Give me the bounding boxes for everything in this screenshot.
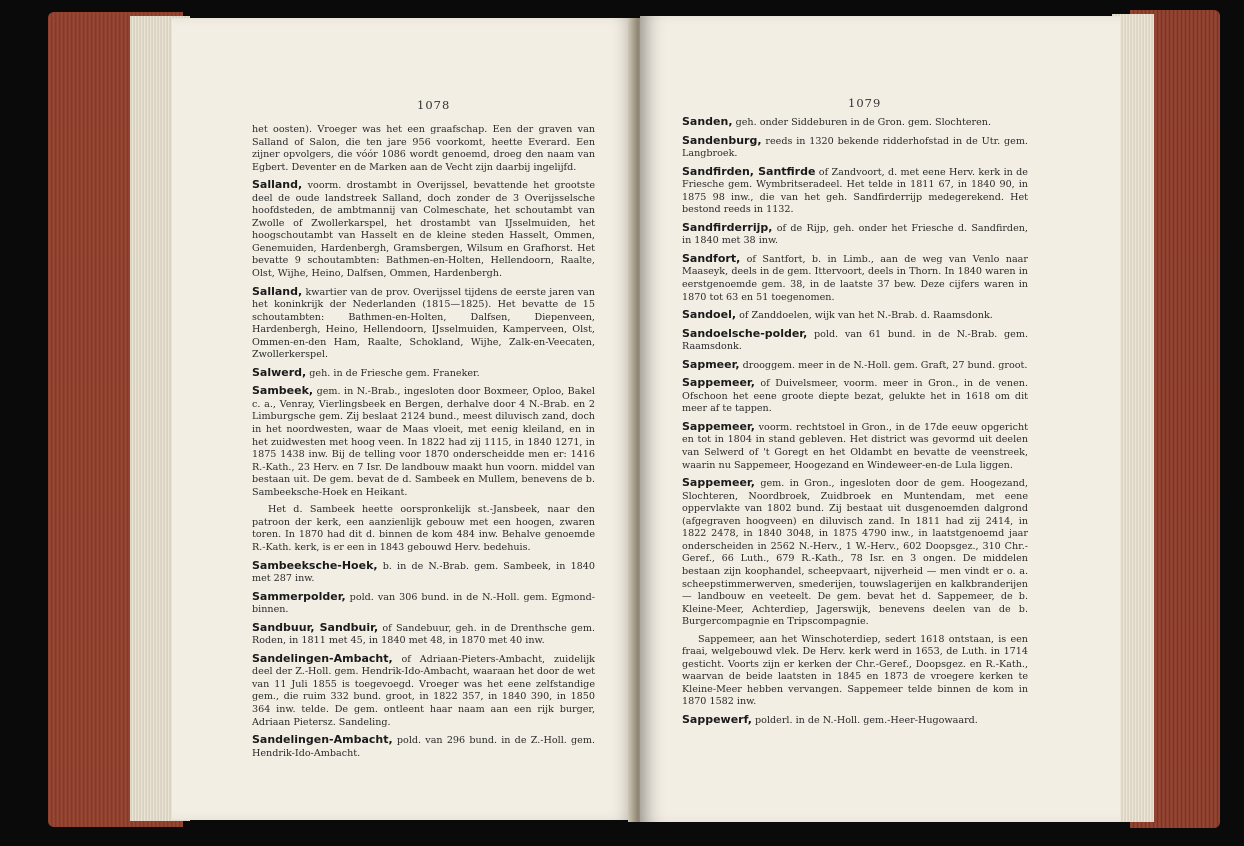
entry-headword: Sandfort, bbox=[682, 251, 741, 265]
dictionary-entry bbox=[252, 653, 595, 729]
entry-headword: Sappewerf, bbox=[682, 712, 752, 726]
left-text-column bbox=[252, 124, 595, 765]
dictionary-entry bbox=[682, 253, 1028, 304]
entry-headword: Salland, bbox=[252, 284, 303, 298]
entry-headword: Sammerpolder, bbox=[252, 589, 346, 603]
dictionary-entry bbox=[252, 286, 595, 362]
entry-headword: Sambeek, bbox=[252, 384, 314, 398]
entry-headword: Sandoel, bbox=[682, 308, 737, 322]
entry-headword: Sandfirden, Santfirde bbox=[682, 164, 816, 178]
dictionary-entry bbox=[252, 385, 595, 499]
entry-text: drooggem. meer in de N.-Holl. gem. Graft, 27 bund. groot. bbox=[742, 359, 1028, 371]
dictionary-entry bbox=[252, 504, 595, 554]
entry-text: pold. van 296 bund. in de Z.-Holl. gem. Hendrik-Ido-Ambacht. bbox=[252, 735, 595, 759]
entry-text: pold. van 306 bund. in de N.-Holl. gem. Egmond-binnen. bbox=[252, 591, 595, 616]
entry-text: gem. in N.-Brab., ingesloten door Boxmeer, Oploo, Bakel c. a., Venray, Vierlingsbeek en Bergen, derhalve door 4 N.-Brab. en 2 Limburgsche gem. Zij beslaat 2124 bund., meest diluvisch zand, doch in het noordwesten, waar de Maas vloeit, met eenig kleiland, en in het zuidwesten met hoog veen. In 1822 had zij 1115, in 1840 1271, in 1875 1438 inw. Bij de telling voor 1870 onderscheidde men er: 1416 R.-Kath., 23 Herv. en 7 Isr. De landbouw maakt hun voorn. middel van bestaan uit. De gem. bevat de d. Sambeek en Mullem, benevens de b. Sambeeksche-Hoek en Heikant. bbox=[252, 386, 595, 498]
dictionary-entry bbox=[682, 377, 1028, 416]
dictionary-entry bbox=[252, 367, 595, 381]
entry-headword: Sappemeer, bbox=[682, 376, 755, 390]
entry-text: geh. in de Friesche gem. Franeker. bbox=[309, 367, 480, 379]
entry-headword: Sandfirderrijp, bbox=[682, 220, 773, 234]
dictionary-entry bbox=[682, 222, 1028, 248]
entry-text: b. in de N.-Brab. gem. Sambeek, in 1840 met 287 inw. bbox=[252, 560, 595, 585]
entry-text: voorm. drostambt in Overijssel, bevattende het grootste deel de oude landstreek Salland, doch zonder de 3 Overijsselsche hoofdsteden, de ambtmannij van Colmeschate, het schoutambt van Zwolle of Zwollerkarspel, het drostambt van IJsselmuiden, het hoogschoutambt van Hasselt en de kleine steden Hasselt, Ommen, Genemuiden, Hardenbergh, Gramsbergen, Wilsum en Grafhorst. Het bevatte 9 schoutambten: Bathmen-en-Holten, Hellendoorn, Raalte, Olst, Wijhe, Heino, Dalfsen, Ommen, Hardenbergh. bbox=[252, 180, 595, 280]
left-page-number: 1078 bbox=[417, 98, 451, 112]
dictionary-entry bbox=[682, 309, 1028, 323]
entry-headword: Sambeeksche-Hoek, bbox=[252, 558, 378, 572]
dictionary-entry bbox=[682, 634, 1028, 709]
entry-text: of Zanddoelen, wijk van het N.-Brab. d. Raamsdonk. bbox=[739, 310, 993, 322]
entry-headword: Sandenburg, bbox=[682, 133, 762, 147]
right-page-number: 1079 bbox=[848, 96, 882, 110]
entry-text: kwartier van de prov. Overijssel tijdens de eerste jaren van het koninkrijk der Nederlanden (1815—1825). Het bevatte de 15 schoutambten: Bathmen-en-Holten, Dalfsen, Diepenveen, Hardenbergh, Heino, Hellendoorn, IJsselmuiden, Kamperveen, Olst, Ommen-en-den Ham, Raalte, Schokland, Wijhe, Zalk-en-Veecaten, Zwollerkerspel. bbox=[252, 286, 595, 361]
dictionary-entry bbox=[252, 179, 595, 280]
entry-text: of Duivelsmeer, voorm. meer in Gron., in de venen. Ofschoon het eene groote diepte bezat, gelukte het in 1618 om dit meer af te tappen. bbox=[682, 378, 1028, 415]
entry-text: polderl. in de N.-Holl. gem.-Heer-Hugowaard. bbox=[755, 714, 978, 726]
entry-headword: Sapmeer, bbox=[682, 357, 740, 371]
entry-text: pold. van 61 bund. in de N.-Brab. gem. Raamsdonk. bbox=[682, 328, 1028, 353]
entry-text: geh. onder Siddeburen in de Gron. gem. Slochteren. bbox=[735, 117, 991, 128]
entry-text: of Adriaan-Pieters-Ambacht, zuidelijk deel der Z.-Holl. gem. Hendrik-Ido-Ambacht, waaraan het door de wet van 11 Juli 1855 is toegevoegd. Vroeger was het eene zelfstandige gem., die ruim 332 bund. groot, in 1822 357, in 1840 390, in 1850 364 inw. telde. De gem. ontleent haar naam aan een rijk burger, Adriaan Pietersz. Sandeling. bbox=[252, 653, 595, 728]
dictionary-entry bbox=[252, 591, 595, 617]
entry-text: of Sandebuur, geh. in de Drenthsche gem. Roden, in 1811 met 45, in 1840 met 48, in 1870 met 40 inw. bbox=[252, 622, 595, 647]
dictionary-entry bbox=[682, 328, 1028, 354]
entry-text: of Zandvoort, d. met eene Herv. kerk in de Friesche gem. Wymbritseradeel. Het telde in 1811 67, in 1840 90, in 1875 98 inw., die van het geh. Sandfirderrijp medegerekend. Het bestond reeds in 1132. bbox=[682, 166, 1028, 216]
right-page bbox=[640, 16, 1120, 822]
entry-text: voorm. rechtstoel in Gron., in de 17de eeuw opgericht en tot in 1804 in stand gebleven. Het district was gevormd uit deelen van Selwerd of 't Goregt en het Oldambt en bevatte de veenstreek, waarin nu Sappemeer, Hoogezand en Windeweer-en-de Lula liggen. bbox=[682, 421, 1028, 471]
dictionary-entry bbox=[682, 714, 1028, 728]
dictionary-entry bbox=[252, 734, 595, 760]
entry-headword: Sappemeer, bbox=[682, 476, 755, 490]
dictionary-entry bbox=[682, 359, 1028, 373]
dictionary-entry bbox=[682, 421, 1028, 472]
entry-headword: Sandbuur, Sandbuir, bbox=[252, 620, 379, 634]
entry-headword: Sandelingen-Ambacht, bbox=[252, 733, 393, 747]
entry-text: Het d. Sambeek heette oorspronkelijk st.-Jansbeek, naar den patroon der kerk, een aanzienlijk gebouw met een hoogen, zwaren toren. In 1870 had dit d. binnen de kom 484 inw. Behalve genoemde R.-Kath. kerk, is er een in 1843 gebouwd Herv. bedehuis. bbox=[252, 504, 595, 553]
entry-text: Sappemeer, aan het Winschoterdiep, sedert 1618 ontstaan, is een fraai, welgebouwd vlek. De Herv. kerk werd in 1653, de Luth. in 1714 gesticht. Voorts zijn er kerken der Chr.-Geref., Doopsgez. en R.-Kath., waarvan de beide laatsten in 1845 en 1873 de vroegere kerken te Kleine-Meer hebben vervangen. Sappemeer telde binnen de kom in 1870 1582 inw. bbox=[682, 633, 1028, 708]
dictionary-entry bbox=[252, 124, 595, 174]
entry-text: het oosten). Vroeger was het een graafschap. Een der graven van Salland of Salon, die ten jare 956 voorkomt, heette Everard. Een zijner opvolgers, die vóór 1086 wordt genoemd, droeg den naam van Egbert. Deventer en de Marken aan de Vecht zijn daarbij ingelijfd. bbox=[252, 124, 595, 173]
dictionary-entry bbox=[682, 116, 1028, 130]
entry-headword: Sanden, bbox=[682, 115, 733, 128]
dictionary-entry bbox=[252, 622, 595, 648]
dictionary-entry bbox=[682, 477, 1028, 629]
entry-text: of de Rijp, geh. onder het Friesche d. Sandfirden, in 1840 met 38 inw. bbox=[682, 222, 1028, 247]
dictionary-entry bbox=[682, 135, 1028, 161]
entry-headword: Sandoelsche-polder, bbox=[682, 326, 808, 340]
entry-text: of Santfort, b. in Limb., aan de weg van Venlo naar Maaseyk, deels in de gem. Ittervoort, deels in Thorn. In 1840 waren in eerstgenoemde gem. 38, in de laatste 37 bew. Deze cijfers waren in 1870 tot 63 en 51 toegenomen. bbox=[682, 253, 1028, 303]
entry-text: gem. in Gron., ingesloten door de gem. Hoogezand, Slochteren, Noordbroek, Zuidbroek en Muntendam, met eene oppervlakte van 1802 bund. Zij bestaat uit dusgenoemden dalgrond (afgegraven hoogveen) en diluvisch zand. In 1811 had zij 2414, in 1822 2478, in 1840 3048, in 1875 4790 inw., in laatstgenoemd jaar onderscheiden in 2562 N.-Herv., 1 W.-Herv., 602 Doopsgez., 310 Chr.-Geref., 66 Luth., 679 R.-Kath., 78 Isr. en 3 ongen. De middelen bestaan zijn koophandel, scheepvaart, nijverheid — men vindt er o. a. scheepstimmerwerven, smederijen, touwslagerijen en kalkbranderijen — landbouw en veeteelt. De gem. bevat het d. Sappemeer, de b. Kleine-Meer, Achterdiep, Jagerswijk, benevens deelen van de b. Burgercompagnie en Tripscompagnie. bbox=[682, 478, 1028, 628]
entry-headword: Salwerd, bbox=[252, 365, 307, 379]
entry-headword: Sappemeer, bbox=[682, 419, 755, 433]
right-text-column bbox=[682, 116, 1028, 733]
entry-headword: Sandelingen-Ambacht, bbox=[252, 651, 393, 665]
entry-headword: Salland, bbox=[252, 178, 303, 192]
dictionary-entry bbox=[682, 166, 1028, 217]
dictionary-entry bbox=[252, 560, 595, 586]
entry-text: reeds in 1320 bekende ridderhofstad in de Utr. gem. Langbroek. bbox=[682, 135, 1028, 160]
left-page bbox=[172, 18, 637, 820]
